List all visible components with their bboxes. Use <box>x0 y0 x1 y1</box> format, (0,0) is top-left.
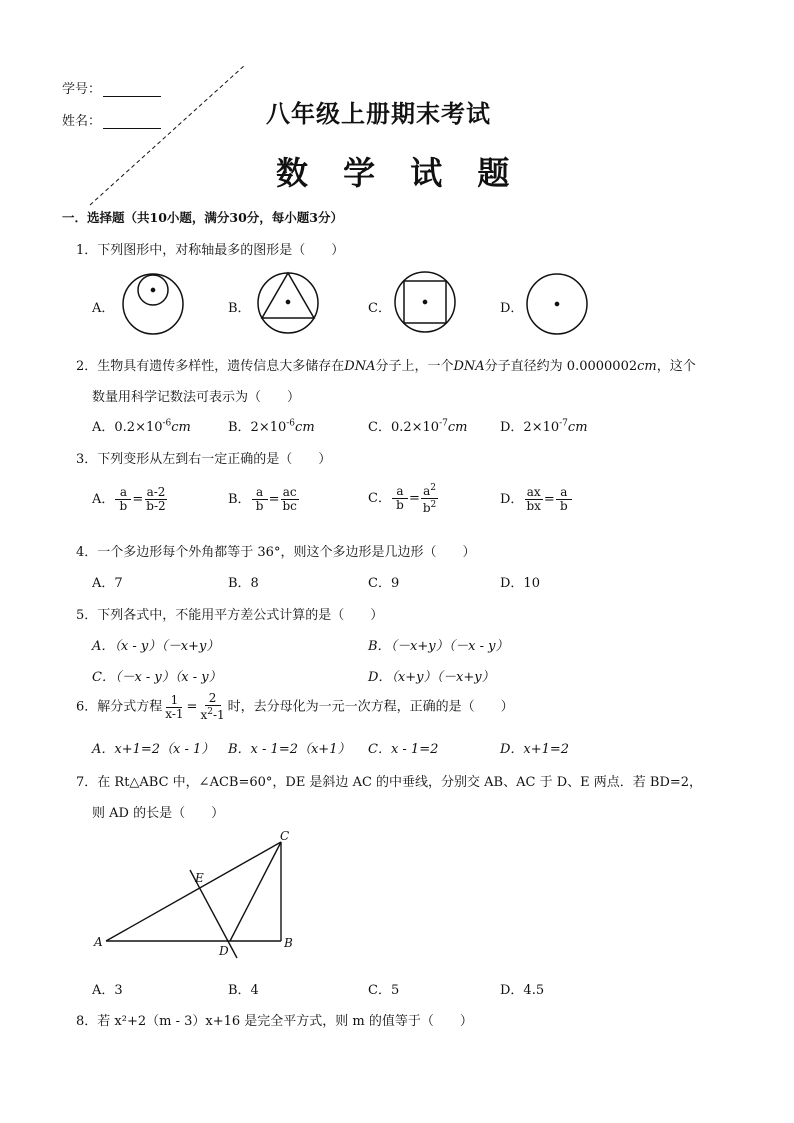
q3-option-c[interactable]: C． $\frac{a}{b}$ = $\frac{a^2}{b^2}$ <box>368 483 437 515</box>
q3-option-d[interactable]: D． $\frac{ax}{bx}$ = $\frac{a}{b}$ <box>500 486 573 513</box>
q2-option-a[interactable]: A．$0.2\times 10^{-6}cm$ <box>92 418 191 435</box>
label-e: E <box>195 871 204 885</box>
q2-line1: 2．生物具有遗传多样性，遗传信息大多储存在DNA分子上，一个DNA分子直径约为 0.0000002cm，这个 <box>76 359 696 374</box>
q6-option-a[interactable]: A．x+1=2（x - 1） <box>92 742 215 757</box>
q7-line2: 则 AD 的长是（ ） <box>92 806 225 821</box>
q4-option-a[interactable]: A．7 <box>92 576 123 591</box>
q7-option-d[interactable]: D．4.5 <box>500 983 545 998</box>
q3-option-a[interactable]: A． $\frac{a}{b}$ = $\frac{a-2}{b-2}$ <box>92 485 166 513</box>
subject-title: 数 学 试 题 <box>276 154 522 192</box>
exam-title: 八年级上册期末考试 <box>266 99 491 128</box>
label-b: B <box>284 936 293 950</box>
q7-line1: 7．在 Rt△ABC 中，∠ACB=60°，DE 是斜边 AC 的中垂线，分别交 AB、AC 于 D、E 两点．若 BD=2， <box>76 775 703 790</box>
q7-option-b[interactable]: B．4 <box>228 983 259 998</box>
q6-option-c[interactable]: C．x - 1=2 <box>368 742 439 757</box>
name-label: 姓名： <box>62 114 102 129</box>
q1-stem: 1．下列图形中，对称轴最多的图形是（ ） <box>76 243 345 258</box>
student-id-label: 学号： <box>62 82 102 97</box>
q5-option-c[interactable]: C．（－x - y）（x - y） <box>92 670 222 685</box>
q8-stem: 8．若 x²+2（m - 3）x+16 是完全平方式，则 m 的值等于（ ） <box>76 1014 473 1029</box>
q4-option-c[interactable]: C．9 <box>368 576 400 591</box>
q5-stem: 5．下列各式中，不能用平方差公式计算的是（ ） <box>76 608 384 623</box>
q1-option-d[interactable]: D． <box>500 301 524 316</box>
q2-option-c[interactable]: C．$0.2\times 10^{-7}cm$ <box>368 418 468 435</box>
q5-option-a[interactable]: A．（x - y）（－x+y） <box>92 639 220 654</box>
q1-option-c[interactable]: C． <box>368 301 391 316</box>
q4-stem: 4．一个多边形每个外角都等于 36°，则这个多边形是几边形（ ） <box>76 545 476 560</box>
q2-line2: 数量用科学记数法可表示为（ ） <box>92 390 301 405</box>
q5-option-d[interactable]: D．（x+y）（－x+y） <box>368 670 495 685</box>
q1-option-b[interactable]: B． <box>228 301 251 316</box>
section-heading: 一．选择题（共10小题，满分30分，每小题3分） <box>62 210 343 225</box>
q6-stem: 6．解分式方程 $\frac{1}{x-1}$ = $\frac{2}{x^2-1}$ 时，去分母化为一元一次方程，正确的是（ ） <box>76 691 514 722</box>
q2-option-b[interactable]: B．$2\times 10^{-6}cm$ <box>228 418 315 435</box>
q1-option-a[interactable]: A． <box>92 301 115 316</box>
q7-option-a[interactable]: A．3 <box>92 983 123 998</box>
q3-option-b[interactable]: B． $\frac{a}{b}$ = $\frac{ac}{bc}$ <box>228 485 297 513</box>
label-a: A <box>94 935 103 949</box>
label-c: C <box>280 829 290 843</box>
q3-stem: 3．下列变形从左到右一定正确的是（ ） <box>76 452 332 467</box>
q7-option-c[interactable]: C．5 <box>368 983 400 998</box>
q5-option-b[interactable]: B．（－x+y）（－x - y） <box>368 639 509 654</box>
q4-option-d[interactable]: D．10 <box>500 576 540 591</box>
q2-option-d[interactable]: D．$2\times 10^{-7}cm$ <box>500 418 588 435</box>
label-d: D <box>219 944 229 958</box>
q6-option-b[interactable]: B．x - 1=2（x+1） <box>228 742 351 757</box>
q4-option-b[interactable]: B．8 <box>228 576 259 591</box>
q6-option-d[interactable]: D．x+1=2 <box>500 742 570 757</box>
